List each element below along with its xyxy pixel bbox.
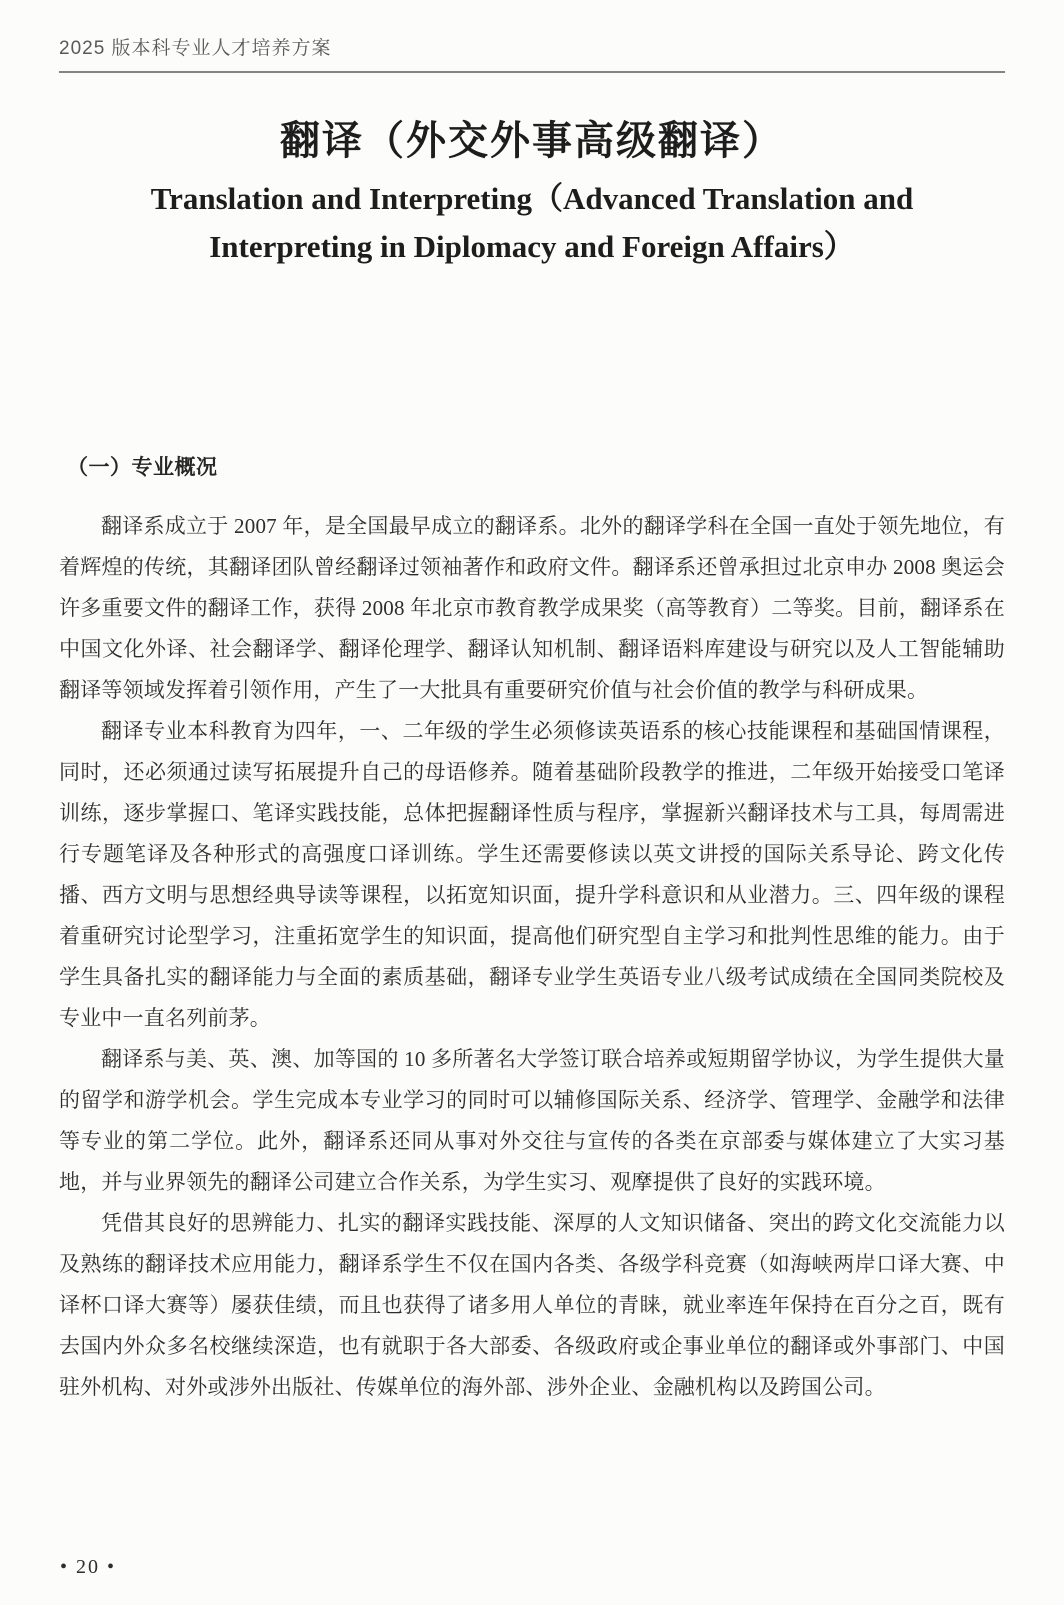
section-heading-overview: （一）专业概况 — [67, 455, 218, 479]
running-header — [59, 0, 1005, 73]
page-title-english: Translation and Interpreting（Advanced Translation and Interpreting in Diplomacy and Foreign Affairs） — [150, 180, 914, 264]
paragraph-careers: 凭借其良好的思辨能力、扎实的翻译实践技能、深厚的人文知识储备、突出的跨文化交流能力以及熟练的翻译技术应用能力，翻译系学生不仅在国内各类、各级学科竞赛（如海峡两岸口译大赛、中译杯口译大赛等）屡获佳绩，而且也获得了诸多用人单位的青睐，就业率连年保持在百分之百，既有去国内外众多名校继续深造，也有就职于各大部委、各级政府或企事业单位的翻译或外事部门、中国驻外机构、对外或涉外出版社、传媒单位的海外部、涉外企业、金融机构以及跨国公司。 — [59, 1210, 1005, 1399]
paragraph-history: 翻译系成立于 2007 年，是全国最早成立的翻译系。北外的翻译学科在全国一直处于领先地位，有着辉煌的传统，其翻译团队曾经翻译过领袖著作和政府文件。翻译系还曾承担过北京申办 2008 奥运会许多重要文件的翻译工作，获得 2008 年北京市教育教学成果奖（高等教育）二等奖。目前，翻译系在中国文化外译、社会翻译学、翻译伦理学、翻译认知机制、翻译语料库建设与研究以及人工智能辅助翻译等领域发挥着引领作用，产生了一大批具有重要研究价值与社会价值的教学与科研成果。 — [59, 513, 1005, 702]
page-title-chinese: 翻译（外交外事高级翻译） — [280, 117, 784, 163]
paragraph-exchange: 翻译系与美、英、澳、加等国的 10 多所著名大学签订联合培养或短期留学协议，为学生提供大量的留学和游学机会。学生完成本专业学习的同时可以辅修国际关系、经济学、管理学、金融学和法律等专业的第二学位。此外，翻译系还同从事对外交往与宣传的各类在京部委与媒体建立了大实习基地，并与业界领先的翻译公司建立合作关系，为学生实习、观摩提供了良好的实践环境。 — [59, 1046, 1005, 1194]
header-rule — [59, 71, 1005, 73]
body-text — [59, 506, 1005, 1408]
page-number: • 20 • — [60, 1556, 117, 1578]
running-header-text: 2025 版本科专业人才培养方案 — [59, 38, 332, 59]
paragraph-curriculum: 翻译专业本科教育为四年，一、二年级的学生必须修读英语系的核心技能课程和基础国情课程，同时，还必须通过读写拓展提升自己的母语修养。随着基础阶段教学的推进，二年级开始接受口笔译训练，逐步掌握口、笔译实践技能，总体把握翻译性质与程序，掌握新兴翻译技术与工具，每周需进行专题笔译及各种形式的高强度口译训练。学生还需要修读以英文讲授的国际关系导论、跨文化传播、西方文明与思想经典导读等课程，以拓宽知识面，提升学科意识和从业潜力。三、四年级的课程着重研究讨论型学习，注重拓宽学生的知识面，提高他们研究型自主学习和批判性思维的能力。由于学生具备扎实的翻译能力与全面的素质基础，翻译专业学生英语专业八级考试成绩在全国同类院校及专业中一直名列前茅。 — [59, 718, 1005, 1030]
